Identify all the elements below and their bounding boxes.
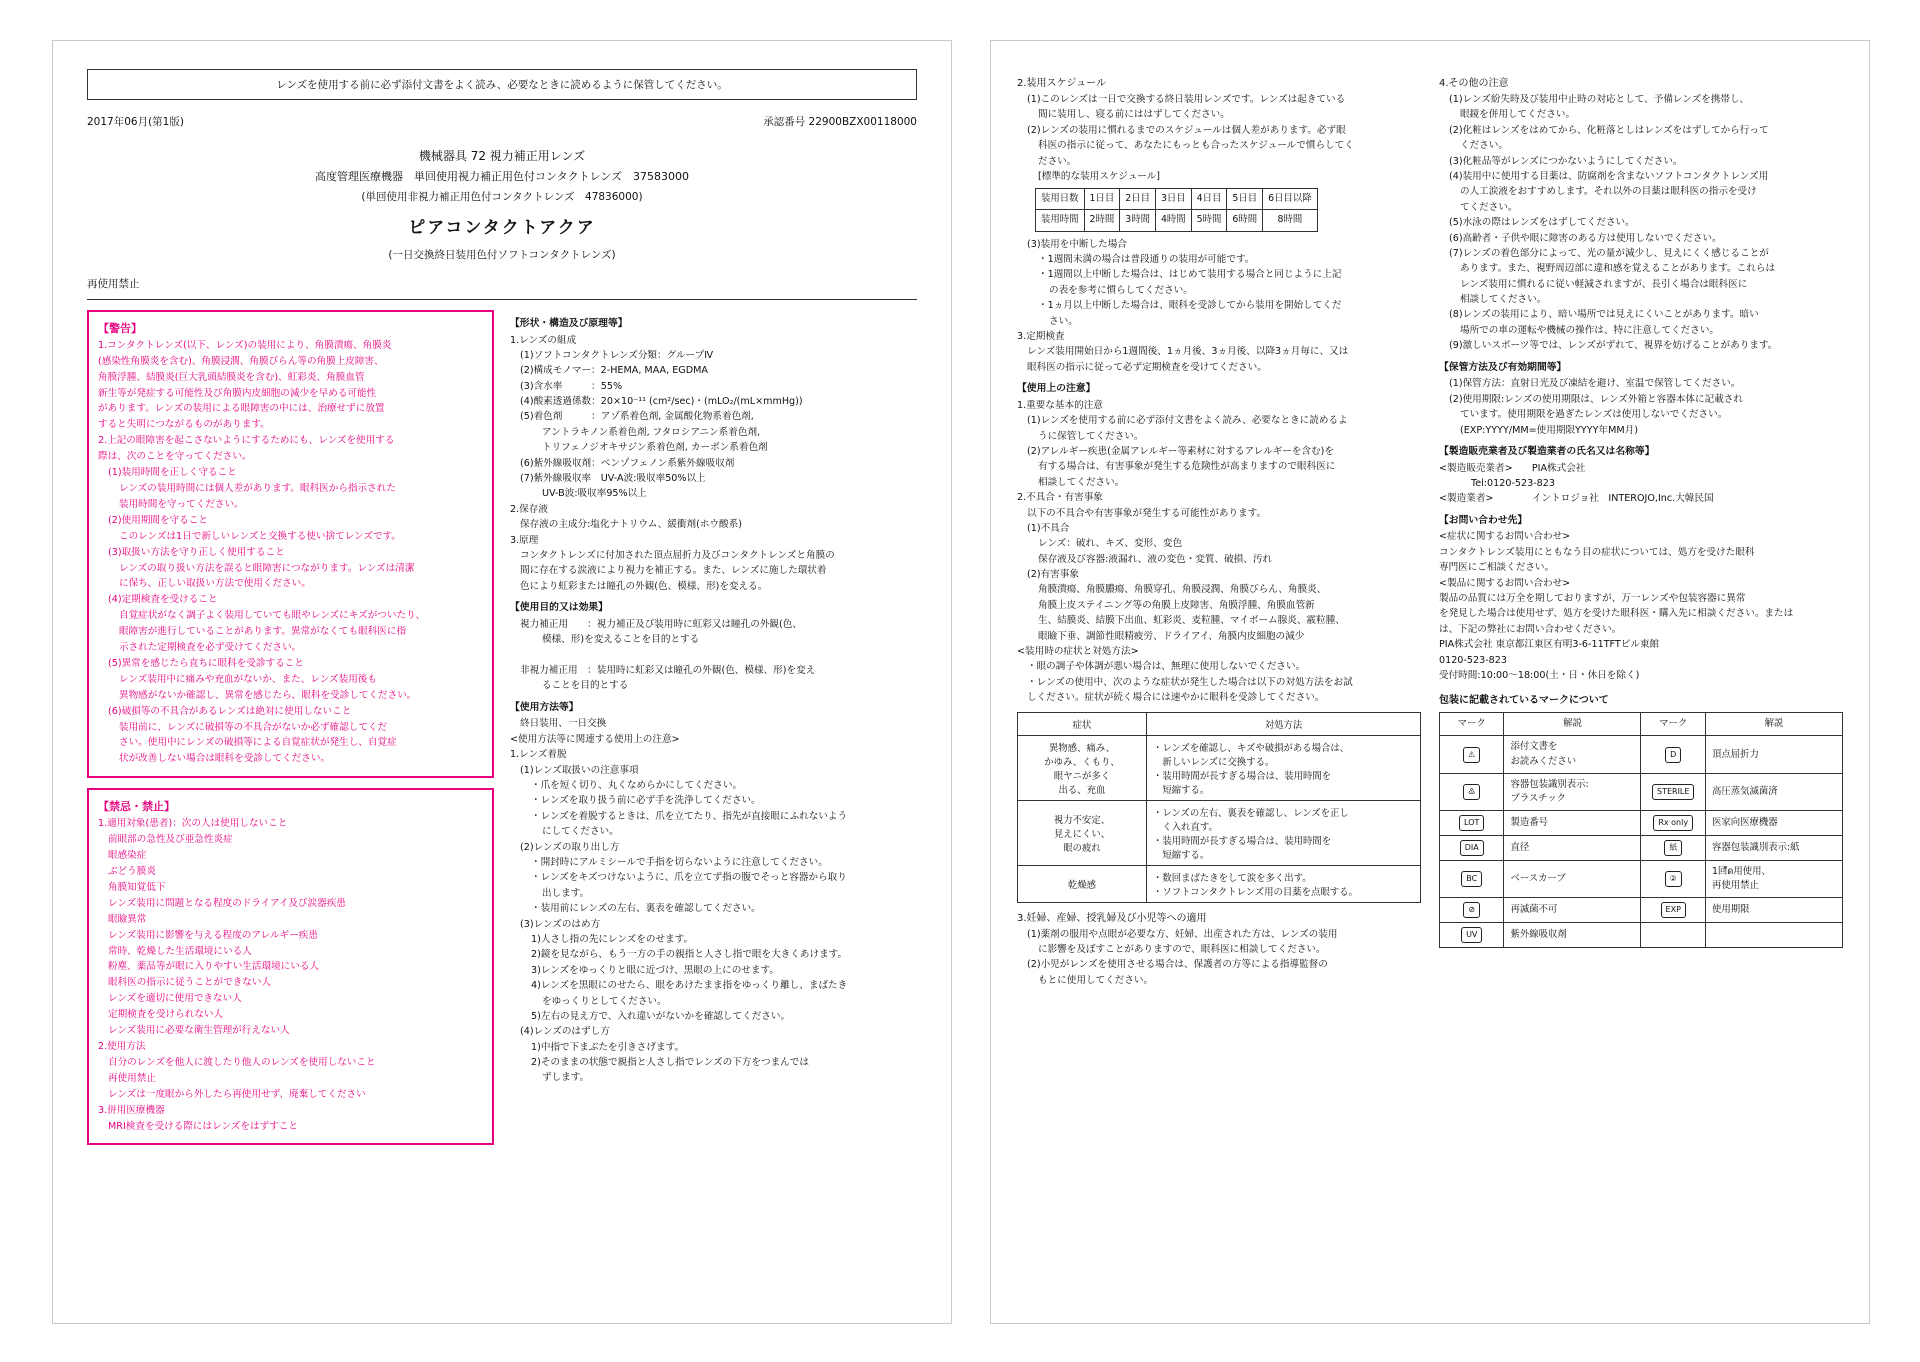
table-cell: 5時間 — [1191, 210, 1227, 231]
text-line: 眼瞼下垂、調節性眼精疲労、ドライアイ、角膜内皮細胞の減少 — [1038, 630, 1305, 642]
pregnancy-section — [1017, 911, 1421, 989]
text-line: もとに使用してください。 — [1038, 974, 1154, 986]
text-line: 保存液及び容器:液漏れ、液の変色・変質、破損、汚れ — [1038, 553, 1273, 565]
usage-section — [510, 701, 917, 1086]
table-header-row — [1018, 712, 1421, 735]
text-line: 新生等が発症する可能性及び角膜内皮細胞の減少を早める可能性 — [98, 387, 377, 399]
text-line: レンズを適切に使用できない人 — [108, 993, 242, 1005]
column-header: 対処方法 — [1146, 712, 1420, 735]
text-line: をゆっくりとしてください。 — [542, 995, 667, 1007]
text-line: 間に存在する涙液により視力を補正する。また、レンズに施した環状着 — [520, 565, 827, 577]
text-line: しください。症状が続く場合には速やかに眼科を受診してください。 — [1027, 692, 1325, 704]
text-line: UV-B波:吸収率95%以上 — [542, 488, 647, 500]
text-line: 1)人さし指の先にレンズをのせます。 — [531, 933, 694, 945]
contact-title: 【お問い合わせ先】 — [1439, 514, 1528, 526]
text-line: レンズ装用に影響を与える程度のアレルギー疾患 — [108, 929, 318, 941]
text-line: PIA株式会社 東京都江東区有明3-6-11TFTビル東館 — [1439, 639, 1660, 651]
text-line: があります。レンズの装用による眼障害の中には、治療せずに放置 — [98, 403, 385, 415]
mark-single-use-icon: ② — [1641, 860, 1705, 897]
text-line: の表を参考に慣らしてください。 — [1049, 284, 1193, 296]
mark-rx-only-icon: Rx only — [1641, 810, 1705, 835]
text-line: (2)小児がレンズを使用させる場合は、保護者の方等による指導監督の — [1027, 959, 1328, 971]
column-header: 装用日数 — [1036, 189, 1085, 210]
text-line: 2.保存液 — [510, 503, 548, 515]
text-line: レンズ装用に問題となる程度のドライアイ及び涙器疾患 — [108, 897, 346, 909]
column-header: 6日目以降 — [1263, 189, 1317, 210]
text-line: このレンズは1日で新しいレンズと交換する使い捨てレンズです。 — [119, 530, 401, 542]
mark-paper-recycle-icon: 紙 — [1641, 835, 1705, 860]
bc-label: BC — [1440, 860, 1504, 897]
text-line: (1)装用時間を正しく守ること — [108, 467, 237, 479]
schedule-section — [1017, 76, 1421, 375]
text-line: 角膜浮腫、結膜炎(巨大乳頭結膜炎を含む)、虹彩炎、角膜血管 — [98, 371, 365, 383]
text-line: 1.コンタクトレンズ(以下、レンズ)の装用により、角膜潰瘍、角膜炎 — [98, 339, 392, 351]
text-line: 眼瞼異常 — [108, 913, 147, 925]
device-class-1: 機械器具 72 視力補正用レンズ — [418, 149, 586, 163]
text-line: (6)高齢者・子供や眼に障害のある方は使用しないでください。 — [1449, 232, 1722, 244]
text-line: (1)薬剤の服用や点眼が必要な方、妊婦、出産された方は、レンズの装用 — [1027, 928, 1338, 940]
text-line: 示された定期検査を必ず受けてください。 — [119, 642, 302, 654]
usage-title: 【使用方法等】 — [510, 701, 579, 713]
product-heading — [87, 145, 917, 266]
mark-description: 1回ัด用使用、 再使用禁止 — [1705, 860, 1842, 897]
text-line: レンズ装用開始日から1週間後、1ヵ月後、3ヵ月後、以降3ヵ月毎に、又は — [1027, 346, 1349, 358]
text-line: に保ち、正しい取扱い方法で使用ください。 — [119, 578, 311, 590]
text-line: にしてください。 — [542, 826, 619, 838]
text-line: ・装用前にレンズの左右、裏表を確認してください。 — [531, 903, 761, 915]
document-page-left — [52, 40, 952, 1324]
text-line: (8)レンズの装用により、暗い場所では見えにくいことがあります。暗い — [1449, 309, 1759, 321]
meta-row — [87, 114, 917, 129]
warning-box — [87, 310, 494, 778]
other-cautions-section — [1439, 76, 1843, 354]
text-line: さい。使用中にレンズの破損等による自覚症状が発生し、自覚症 — [119, 737, 397, 749]
text-line: 眼感染症 — [108, 850, 147, 862]
no-resterilize-icon: ⊘ — [1440, 898, 1504, 923]
text-line: (7)紫外線吸収率 UV-A波:吸収率50%以上 — [520, 473, 706, 485]
mark-description: 直径 — [1504, 835, 1641, 860]
text-line: (5)水泳の際はレンズをはずしてください。 — [1449, 217, 1635, 229]
mark-description: 頂点屈折力 — [1705, 736, 1842, 773]
purpose-section — [510, 601, 917, 694]
text-line: うに保管してください。 — [1038, 430, 1144, 442]
text-line: レンズは一度眼から外したら再使用せず、廃棄してください — [108, 1088, 366, 1100]
text-line: 2)鏡を見ながら、もう一方の手の親指と人さし指で眼を大きくあけます。 — [531, 949, 848, 961]
top-notice: レンズを使用する前に必ず添付文書をよく読み、必要なときに読めるように保管してください。 — [87, 69, 917, 100]
text-line: レンズの取り扱い方法を誤ると眼障害につながります。レンズは清潔 — [119, 562, 415, 574]
text-line: ・眼の調子や体調が悪い場合は、無理に使用しないでください。 — [1027, 661, 1306, 673]
column-header: 4日目 — [1191, 189, 1227, 210]
warning-title: 【警告】 — [98, 321, 142, 335]
text-line: (6)紫外線吸収剤：ベンゾフェノン系紫外線吸収剤 — [520, 457, 735, 469]
text-line: 装用前に、レンズに破損等の不具合がないか必ず確認してくだ — [119, 721, 388, 733]
text-line: (2)レンズの取り出し方 — [520, 841, 620, 853]
warning-triangle-icon: ⚠ — [1440, 736, 1504, 773]
text-line: (3)含水率 ：55% — [520, 380, 623, 392]
text-line: 自覚症状がなく調子よく装用していても眼やレンズにキズがついたり、 — [119, 610, 426, 622]
text-line: 2)そのままの状態で親指と人さし指でレンズの下方をつまんでは — [531, 1057, 809, 1069]
text-line: 科医の指示に従って、あなたにもっとも合ったスケジュールで慣らしてく — [1038, 140, 1354, 152]
text-line: レンズ：破れ、キズ、変形、変色 — [1038, 538, 1183, 550]
text-line: MRI検査を受ける際にはレンズをはずすこと — [108, 1120, 298, 1132]
mark-d: D — [1641, 736, 1705, 773]
column-header: 症状 — [1018, 712, 1147, 735]
dia-label: DIA — [1440, 835, 1504, 860]
text-line: 装用時間を守ってください。 — [119, 498, 244, 510]
text-line: [標準的な装用スケジュール] — [1038, 170, 1161, 182]
text-line: 場所での車の運転や機械の操作は、特に注意してください。 — [1460, 324, 1720, 336]
text-line: 製品の品質には万全を期しておりますが、万一レンズや包装容器に異常 — [1439, 593, 1746, 604]
text-line: 相談してください。 — [1038, 476, 1125, 488]
device-class-3: (単回使用非視力補正用色付コンタクトレンズ 47836000) — [361, 190, 643, 203]
text-line: 再使用禁止 — [108, 1072, 156, 1084]
table-row — [1018, 800, 1421, 865]
text-line: ることを目的とする — [542, 680, 629, 692]
text-line: 自分のレンズを他人に渡したり他人のレンズを使用しないこと — [108, 1056, 376, 1068]
device-class-2: 高度管理医療機器 単回使用視力補正用色付コンタクトレンズ 37583000 — [315, 170, 689, 184]
text-line: (3)取扱い方法を守り正しく使用すること — [108, 546, 285, 558]
text-line: 非視力補正用 ：装用時に虹彩又は瞳孔の外観(色、模様、形)を変え — [520, 665, 816, 676]
approval-number: 承認番号 22900BZX00118000 — [763, 116, 917, 128]
text-line: 出します。 — [542, 887, 590, 899]
text-line: (1)このレンズは一日で交換する終日装用レンズです。レンズは起きている — [1027, 94, 1346, 105]
mark-description: 容器包装識別表示: プラスチック — [1504, 773, 1641, 810]
text-line: さい。 — [1049, 315, 1078, 327]
text-line: アントラキノン系着色剤, フタロシアニン系着色剤, — [542, 426, 761, 438]
text-line: 角膜潰瘍、角膜膿瘍、角膜穿孔、角膜浸潤、角膜びらん、角膜炎、 — [1038, 584, 1327, 596]
structure-section — [510, 317, 917, 594]
text-line: (4)装用中に使用する目薬は、防腐剤を含まないソフトコンタクトレンズ用 — [1449, 170, 1769, 182]
table-header-row — [1036, 189, 1318, 210]
text-line: 4)レンズを黒眼にのせたら、眼をあけたまま指をゆっくり離し、まばたき — [531, 980, 848, 992]
action-cell: ・レンズの左右、裏表を確認し、レンズを正し く入れ直す。 ・装用時間が長すぎる場合は、装用時間を 短縮する。 — [1146, 800, 1420, 865]
text-line: ・レンズの使用中、次のような症状が発生した場合は以下の対処方法をお試 — [1027, 676, 1353, 688]
text-line: <装用時の症状と対処方法> — [1017, 646, 1139, 658]
text-line: ・レンズを着脱するときは、爪を立てたり、指先が直接眼にふれないよう — [531, 810, 848, 822]
text-line: 2.不具合・有害事象 — [1017, 492, 1103, 504]
text-line: <症状に関するお問い合わせ> — [1439, 531, 1571, 543]
marks-title: 包装に記載されているマークについて — [1439, 695, 1609, 707]
text-line: コンタクトレンズに付加された頂点屈折力及びコンタクトレンズと角膜の — [520, 549, 835, 561]
text-line: コンタクトレンズ装用にともなう目の症状については、処方を受けた眼科 — [1439, 546, 1755, 558]
text-line: ・開封時にアルミシールで手指を切らないように注意してください。 — [531, 856, 828, 868]
text-line: は、下記の弊社にお問い合わせください。 — [1439, 623, 1622, 635]
text-line: トリフェノジオキサジン系着色剤, カーボン系着色剤 — [542, 442, 768, 454]
symptom-cell: 異物感、痛み、 かゆみ、くもり、 眼ヤニが多く 出る、充血 — [1018, 735, 1147, 800]
text-line: 保存液の主成分:塩化ナトリウム、緩衝剤(ホウ酸系) — [520, 519, 742, 531]
text-line: 角膜知覚低下 — [108, 881, 166, 893]
text-line: 2.使用方法 — [98, 1040, 146, 1052]
symptom-cell: 乾燥感 — [1018, 865, 1147, 902]
column-header: 解説 — [1504, 713, 1641, 736]
table-row — [1036, 210, 1318, 231]
text-line: すると失明につながるものがあります。 — [98, 419, 270, 431]
product-subtitle: (一日交換終日装用色付ソフトコンタクトレンズ) — [388, 249, 616, 262]
text-line: 眼鏡を併用してください。 — [1460, 109, 1576, 121]
symptom-action-table — [1017, 712, 1421, 903]
text-line: 3.原理 — [510, 534, 539, 546]
text-line: ています。使用期限を過ぎたレンズは使用しないでください。 — [1460, 409, 1728, 421]
text-line: (1)保管方法：直射日光及び凍結を避け、室温で保管してください。 — [1449, 378, 1741, 390]
plastic-recycle-icon: ♳ — [1440, 773, 1504, 810]
table-row — [1440, 736, 1843, 773]
table-cell: 6時間 — [1227, 210, 1263, 231]
text-line: 2.上記の眼障害を起こさないようにするためにも、レンズを使用する — [98, 435, 395, 447]
table-row — [1440, 923, 1843, 948]
text-line: を発見した場合は使用せず、処方を受けた眼科医・購入先に相談ください。または — [1439, 608, 1794, 620]
mark-sterile-icon: STERILE — [1641, 773, 1705, 810]
text-line: 異物感がないか確認し、異常を感じたら、眼科を受診してください。 — [119, 689, 417, 701]
column-header: マーク — [1440, 713, 1504, 736]
text-line: 生、結膜炎、結膜下出血、虹彩炎、麦粒腫、マイボーム腺炎、霰粒腫、 — [1038, 615, 1345, 627]
mark-description: 使用期限 — [1705, 898, 1842, 923]
divider — [87, 299, 917, 300]
text-line: (3)化粧品等がレンズにつかないようにしてください。 — [1449, 155, 1683, 167]
text-line: 定期検査を受けられない人 — [108, 1009, 224, 1021]
revision-date: 2017年06月(第1版) — [87, 116, 184, 128]
text-line: <使用方法等に関連する使用上の注意> — [510, 733, 680, 745]
text-line: 1.重要な基本的注意 — [1017, 399, 1103, 411]
text-line: ぶどう膜炎 — [108, 866, 156, 877]
structure-title: 【形状・構造及び原理等】 — [510, 317, 628, 329]
manufacturer-title: 【製造販売業者及び製造業者の氏名又は名称等】 — [1439, 445, 1655, 457]
mark-exp: EXP — [1641, 898, 1705, 923]
text-line: 5)左右の見え方で、入れ違いがないかを確認してください。 — [531, 1010, 791, 1022]
pregnancy-title: 3.妊婦、産婦、授乳婦及び小児等への適用 — [1017, 912, 1207, 924]
table-row — [1440, 898, 1843, 923]
text-line: 1.レンズ着脱 — [510, 749, 567, 761]
text-line: ださい。 — [1038, 155, 1077, 167]
contact-section — [1439, 514, 1843, 684]
text-line: 0120-523-823 — [1439, 654, 1507, 666]
mark-description: 製造番号 — [1504, 810, 1641, 835]
mark-description: 紫外線吸収剤 — [1504, 923, 1641, 948]
text-line: (4)酸素透過係数：20×10⁻¹¹ (cm²/sec)・(mLO₂/(mL×mmHg)) — [520, 396, 803, 408]
text-line: (1)不具合 — [1027, 522, 1070, 534]
text-line: 常時、乾燥した生活環境にいる人 — [108, 945, 252, 957]
text-line: 粉塵、薬品等が眼に入りやすい生活環境にいる人 — [108, 961, 320, 973]
action-cell: ・数回まばたきをして涙を多く出す。 ・ソフトコンタクトレンズ用の目薬を点眼する。 — [1146, 865, 1420, 902]
text-line: 際は、次のことを守ってください。 — [98, 451, 252, 463]
mark-description: 高圧蒸気滅菌済 — [1705, 773, 1842, 810]
mark-description: ベースカーブ — [1504, 860, 1641, 897]
table-cell: 8時間 — [1263, 210, 1317, 231]
text-line: (1)レンズ取扱いの注意事項 — [520, 764, 639, 776]
text-line: <製造業者> イントロジョ社 INTEROJO,Inc.大韓民国 — [1439, 493, 1714, 505]
text-line: (9)激しいスポーツ等では、レンズがずれて、視界を妨げることがあります。 — [1449, 340, 1778, 352]
text-line: 相談してください。 — [1460, 294, 1547, 306]
text-line: (1)レンズ紛失時及び装用中止時の対応として、予備レンズを携帯し、 — [1449, 94, 1750, 105]
text-line: (2)構成モノマー：2-HEMA, MAA, EGDMA — [520, 365, 708, 377]
table-cell: 2時間 — [1084, 210, 1120, 231]
column-header: マーク — [1641, 713, 1705, 736]
text-line: レンズ装用に必要な衛生管理が行えない人 — [108, 1025, 290, 1037]
text-line: ・爪を短く切り、丸くなめらかにしてください。 — [531, 780, 743, 792]
lot-icon: LOT — [1440, 810, 1504, 835]
text-line: 3)レンズをゆっくりと眼に近づけ、黒眼の上にのせます。 — [531, 964, 779, 976]
text-line: ・レンズをキズつけないように、爪を立てず指の腹でそっと容器から取り — [531, 872, 847, 884]
text-line: Tel:0120-523-823 — [1471, 477, 1555, 489]
mark-description: 医家向医療機器 — [1705, 810, 1842, 835]
text-line: 終日装用、一日交換 — [520, 718, 607, 730]
reuse-prohibited: 再使用禁止 — [87, 277, 140, 290]
text-line: (2)使用期限:レンズの使用期限は、レンズ外箱と容器本体に記載され — [1449, 393, 1743, 405]
column-header: 3日目 — [1155, 189, 1191, 210]
cautions-section — [1017, 382, 1421, 706]
text-line: 模様、形)を変えることを目的とする — [542, 634, 700, 646]
text-line: 1)中指で下まぶたを引きさげます。 — [531, 1041, 684, 1053]
text-line: 1.レンズの組成 — [510, 334, 577, 346]
text-line: 前眼部の急性及び亜急性炎症 — [108, 834, 233, 846]
table-row — [1018, 865, 1421, 902]
document-page-right — [990, 40, 1870, 1324]
text-line: 眼障害が進行していることがあります。異常がなくても眼科医に指 — [119, 626, 407, 638]
text-line: 3.併用医療機器 — [98, 1104, 165, 1116]
column-header: 1日目 — [1084, 189, 1120, 210]
text-line: 視力補正用 ：視力補正及び装用時に虹彩又は瞳孔の外観(色、 — [520, 618, 802, 630]
contraindication-box — [87, 788, 494, 1145]
schedule-title: 2.装用スケジュール — [1017, 78, 1106, 89]
action-cell: ・レンズを確認し、キズや破損がある場合は、 新しいレンズに交換する。 ・装用時間が長すぎる場合は、装用時間を 短縮する。 — [1146, 735, 1420, 800]
text-line: 以下の不具合や有害事象が発生する可能性があります。 — [1027, 507, 1267, 519]
text-line: (感染性角膜炎を含む)、角膜浸潤、角膜びらん等の角膜上皮障害、 — [98, 355, 384, 367]
text-line: (5)着色剤 ：アゾ系着色剤, 金属酸化物系着色剤, — [520, 411, 754, 423]
table-row — [1440, 773, 1843, 810]
table-row — [1440, 860, 1843, 897]
text-line: 角膜上皮ステイニング等の角膜上皮障害、角膜浮腫、角膜血管新 — [1038, 599, 1315, 611]
table-cell: 3時間 — [1120, 210, 1156, 231]
other-cautions-title: 4.その他の注意 — [1439, 78, 1509, 89]
text-line: あります。また、視野周辺部に違和感を覚えることがあります。これらは — [1460, 263, 1776, 275]
column-header: 解説 — [1705, 713, 1842, 736]
table-row — [1018, 735, 1421, 800]
contraindication-lines — [98, 817, 483, 1133]
text-line: の人工涙液をおすすめします。それ以外の目薬は眼科医の指示を受け — [1460, 186, 1757, 198]
text-line: ずします。 — [542, 1072, 590, 1084]
text-line: 色により虹彩または瞳孔の外観(色、模様、形)を変える。 — [520, 580, 768, 592]
column-header: 5日目 — [1227, 189, 1263, 210]
text-line: (7)レンズの着色部分によって、光の量が減少し、見えにくく感じることが — [1449, 247, 1769, 259]
column-header: 2日目 — [1120, 189, 1156, 210]
text-line: ・1週間以上中断した場合は、はじめて装用する場合と同じように上記 — [1038, 269, 1342, 281]
table-row — [1440, 810, 1843, 835]
text-line: (2)有害事象 — [1027, 569, 1079, 581]
table-cell: 4時間 — [1155, 210, 1191, 231]
text-line: 1.適用対象(患者)：次の人は使用しないこと — [98, 818, 288, 830]
text-line: (EXP:YYYY/MM=使用期限YYYY年MM月) — [1460, 424, 1638, 436]
warning-lines — [98, 339, 483, 766]
text-line: (3)装用を中断した場合 — [1027, 238, 1127, 250]
text-line: レンズ装用中に痛みや充血がないか、また、レンズ装用後も — [119, 673, 377, 685]
text-line: に影響を及ぼすことがありますので、眼科医に相談してください。 — [1038, 943, 1326, 955]
text-line: ・1ヵ月以上中断した場合は、眼科を受診してから装用を開始してくだ — [1038, 300, 1342, 312]
text-line: 状が改善しない場合は眼科を受診してください。 — [119, 753, 331, 765]
text-line: (6)破損等の不具合があるレンズは絶対に使用しないこと — [108, 705, 352, 717]
text-line: (1)レンズを使用する前に必ず添付文書をよく読み、必要なときに読めるよ — [1027, 415, 1348, 427]
uv-icon: UV — [1440, 923, 1504, 948]
table-cell: 装用時間 — [1036, 210, 1085, 231]
text-line: (5)異常を感じたら直ちに眼科を受診すること — [108, 657, 304, 669]
text-line: レンズの装用時間には個人差があります。眼科医から指示された — [119, 482, 396, 494]
wearing-schedule-table — [1035, 188, 1318, 231]
text-line: (2)使用期間を守ること — [108, 514, 208, 526]
mark-description: 添付文書を お読みください — [1504, 736, 1641, 773]
text-line: 専門医にご相談ください。 — [1439, 562, 1555, 574]
text-line: 有する場合は、有害事象が発生する危険性が高まりますので眼科医に — [1038, 461, 1336, 473]
text-line: (2)化粧はレンズをはめてから、化粧落としはレンズをはずしてから行って — [1449, 124, 1769, 136]
mark-cell-empty — [1641, 923, 1705, 948]
text-line: てください。 — [1460, 201, 1518, 213]
package-marks-table — [1439, 712, 1843, 948]
cautions-title: 【使用上の注意】 — [1017, 383, 1096, 395]
text-line: ・1週間未満の場合は普段通りの装用が可能です。 — [1038, 253, 1255, 265]
mark-description: 再滅菌不可 — [1504, 898, 1641, 923]
text-line — [510, 649, 917, 663]
text-line: (1)ソフトコンタクトレンズ分類：グループⅣ — [520, 349, 714, 361]
text-line: (2)レンズの装用に慣れるまでのスケジュールは個人差があります。必ず眼 — [1027, 124, 1346, 136]
text-line: 3.定期検査 — [1017, 330, 1065, 342]
table-row — [1440, 835, 1843, 860]
text-line: ください。 — [1460, 140, 1508, 152]
purpose-title: 【使用目的又は効果】 — [510, 602, 608, 614]
text-line: 間に装用し、寝る前にははずしてください。 — [1038, 109, 1230, 121]
text-line: <製品に関するお問い合わせ> — [1439, 577, 1571, 589]
contraindication-title: 【禁忌・禁止】 — [98, 800, 175, 814]
text-line: <製造販売業者> PIA株式会社 — [1439, 462, 1586, 474]
mark-description — [1705, 923, 1842, 948]
symptom-cell: 視力不安定、 見えにくい、 眼の疲れ — [1018, 800, 1147, 865]
text-line: 眼科医の指示に従うことができない人 — [108, 977, 272, 989]
storage-section — [1439, 361, 1843, 438]
text-line: (4)レンズのはずし方 — [520, 1026, 610, 1038]
table-header-row — [1440, 713, 1843, 736]
text-line: (4)定期検査を受けること — [108, 594, 218, 606]
product-name: ピアコンタクトアクア — [408, 217, 596, 238]
text-line: 受付時間:10:00～18:00(土・日・休日を除く) — [1439, 669, 1640, 681]
text-line: 眼科医の指示に従って必ず定期検査を受けてください。 — [1027, 361, 1267, 373]
text-line: ・レンズを取り扱う前に必ず手を洗浄してください。 — [531, 795, 761, 807]
text-line: レンズ装用に慣れるに従い軽減されますが、長引く場合は眼科医に — [1460, 278, 1748, 290]
marks-section — [1439, 693, 1843, 948]
storage-title: 【保管方法及び有効期間等】 — [1439, 361, 1567, 373]
manufacturer-section — [1439, 445, 1843, 507]
mark-description: 容器包装識別表示:紙 — [1705, 835, 1842, 860]
text-line: (2)アレルギー疾患(金属アレルギー等素材に対するアレルギーを含む)を — [1027, 445, 1335, 457]
text-line: (3)レンズのはめ方 — [520, 918, 601, 930]
